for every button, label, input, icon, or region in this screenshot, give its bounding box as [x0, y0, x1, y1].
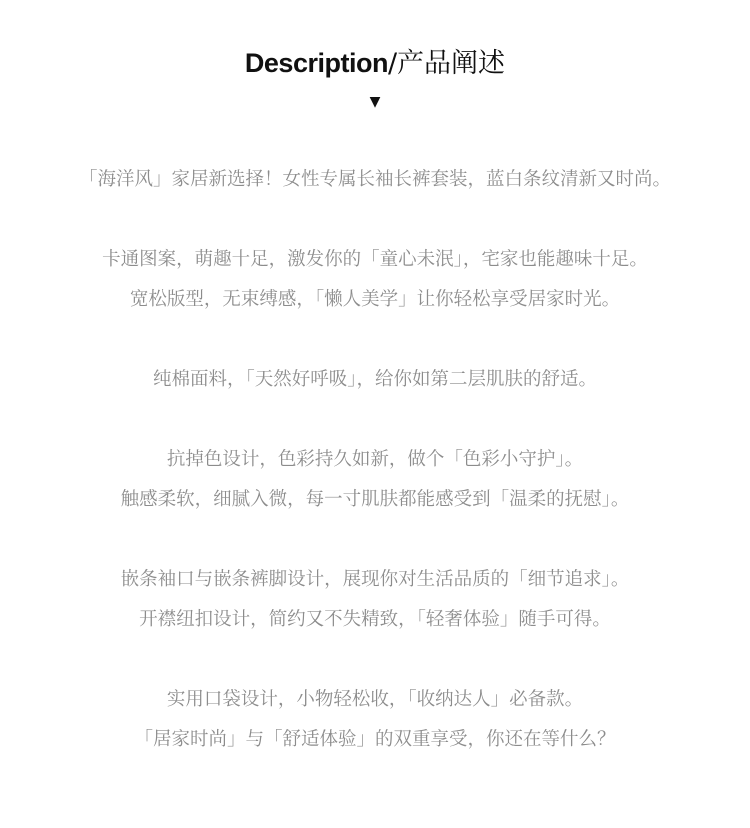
title-chinese: /产品阐述	[387, 48, 506, 79]
paragraph-5-line-2: 开襟纽扣设计，简约又不失精致，「轻奢体验」随手可得。	[139, 609, 611, 630]
paragraph-5-line-1: 嵌条袖口与嵌条裤脚设计，展现你对生活品质的「细节追求」。	[120, 569, 630, 590]
down-arrow-icon: ▼	[369, 94, 381, 110]
paragraph-4-line-2: 触感柔软，细腻入微，每一寸肌肤都能感受到「温柔的抚慰」。	[120, 489, 630, 510]
paragraph-6-line-2: 「居家时尚」与「舒适体验」的双重享受，你还在等什么？	[134, 729, 616, 750]
paragraph-2-line-2: 宽松版型，无束缚感，「懒人美学」让你轻松享受居家时光。	[129, 289, 621, 310]
paragraph-3-line-1: 纯棉面料，「天然好呼吸」，给你如第二层肌肤的舒适。	[152, 369, 597, 390]
paragraph-6-line-1: 实用口袋设计，小物轻松收，「收纳达人」必备款。	[166, 689, 584, 710]
page-title	[0, 44, 750, 83]
title-english: Description	[244, 48, 388, 78]
paragraph-4-line-1: 抗掉色设计，色彩持久如新，做个「色彩小守护」。	[166, 449, 584, 470]
paragraph-2-line-1: 卡通图案，萌趣十足，激发你的「童心未泯」，宅家也能趣味十足。	[102, 249, 648, 270]
paragraph-1-line-1: 「海洋风」家居新选择！女性专属长袖长裤套装，蓝白条纹清新又时尚。	[78, 169, 671, 190]
